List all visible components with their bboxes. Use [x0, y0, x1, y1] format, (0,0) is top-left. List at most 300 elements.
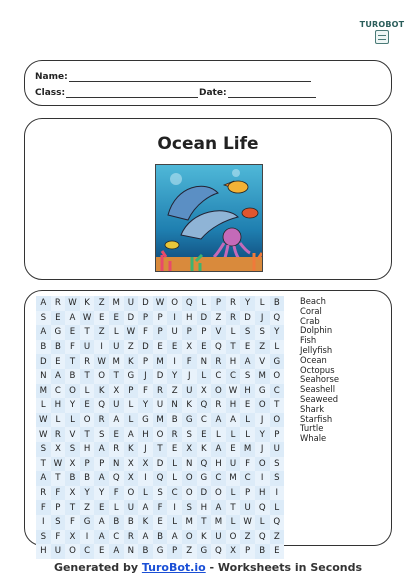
grid-cell[interactable]: E [270, 544, 285, 559]
grid-cell[interactable]: X [138, 457, 153, 472]
grid-cell[interactable]: Z [94, 325, 109, 340]
grid-cell[interactable]: R [51, 296, 66, 311]
grid-cell[interactable]: M [109, 354, 124, 369]
grid-cell[interactable]: M [226, 471, 241, 486]
grid-cell[interactable]: T [51, 471, 66, 486]
grid-cell[interactable]: A [36, 325, 51, 340]
date-field[interactable] [199, 88, 316, 98]
grid-cell[interactable]: H [197, 500, 212, 515]
grid-cell[interactable]: O [211, 486, 226, 501]
grid-cell[interactable]: K [138, 515, 153, 530]
grid-cell[interactable]: W [94, 354, 109, 369]
grid-cell[interactable]: P [138, 311, 153, 326]
grid-cell[interactable]: S [182, 427, 197, 442]
grid-cell[interactable]: B [65, 369, 80, 384]
grid-cell[interactable]: W [65, 296, 80, 311]
grid-cell[interactable]: L [197, 369, 212, 384]
grid-cell[interactable]: E [167, 340, 182, 355]
grid-cell[interactable]: I [167, 311, 182, 326]
grid-cell[interactable]: L [138, 486, 153, 501]
grid-cell[interactable]: R [80, 354, 95, 369]
grid-cell[interactable]: E [51, 311, 66, 326]
grid-cell[interactable]: C [167, 486, 182, 501]
grid-cell[interactable]: R [109, 442, 124, 457]
grid-cell[interactable]: U [51, 544, 66, 559]
grid-cell[interactable]: F [240, 457, 255, 472]
grid-cell[interactable]: O [255, 398, 270, 413]
grid-cell[interactable]: R [36, 486, 51, 501]
grid-cell[interactable]: C [51, 384, 66, 399]
grid-cell[interactable]: A [51, 369, 66, 384]
grid-cell[interactable]: Y [138, 398, 153, 413]
grid-cell[interactable]: S [182, 500, 197, 515]
grid-cell[interactable]: A [36, 296, 51, 311]
grid-cell[interactable]: E [197, 427, 212, 442]
grid-cell[interactable]: O [182, 486, 197, 501]
grid-cell[interactable]: K [80, 296, 95, 311]
grid-cell[interactable]: O [80, 413, 95, 428]
grid-cell[interactable]: O [65, 544, 80, 559]
grid-cell[interactable]: J [255, 311, 270, 326]
grid-cell[interactable]: H [226, 354, 241, 369]
grid-cell[interactable]: A [211, 413, 226, 428]
grid-cell[interactable]: I [94, 340, 109, 355]
grid-cell[interactable]: J [138, 442, 153, 457]
grid-cell[interactable]: G [138, 413, 153, 428]
grid-cell[interactable]: B [36, 340, 51, 355]
grid-cell[interactable]: L [109, 500, 124, 515]
grid-cell[interactable]: P [94, 457, 109, 472]
grid-cell[interactable]: I [138, 471, 153, 486]
grid-cell[interactable]: E [109, 311, 124, 326]
grid-cell[interactable]: P [211, 296, 226, 311]
grid-cell[interactable]: B [167, 413, 182, 428]
grid-cell[interactable]: T [65, 354, 80, 369]
grid-cell[interactable]: L [65, 413, 80, 428]
grid-cell[interactable]: Z [80, 500, 95, 515]
grid-cell[interactable]: F [51, 486, 66, 501]
grid-cell[interactable]: T [270, 398, 285, 413]
grid-cell[interactable]: W [226, 384, 241, 399]
grid-cell[interactable]: D [138, 340, 153, 355]
grid-cell[interactable]: A [94, 471, 109, 486]
grid-cell[interactable]: B [51, 340, 66, 355]
grid-cell[interactable]: W [36, 427, 51, 442]
grid-cell[interactable]: D [197, 311, 212, 326]
grid-cell[interactable]: P [240, 486, 255, 501]
grid-cell[interactable]: X [109, 384, 124, 399]
grid-cell[interactable]: W [240, 515, 255, 530]
grid-cell[interactable]: S [255, 325, 270, 340]
grid-cell[interactable]: E [94, 500, 109, 515]
grid-cell[interactable]: C [80, 544, 95, 559]
grid-cell[interactable]: P [182, 325, 197, 340]
grid-cell[interactable]: A [124, 427, 139, 442]
grid-cell[interactable]: Z [211, 311, 226, 326]
grid-cell[interactable]: N [182, 457, 197, 472]
grid-cell[interactable]: A [211, 500, 226, 515]
grid-cell[interactable]: Z [124, 340, 139, 355]
grid-cell[interactable]: N [36, 369, 51, 384]
grid-cell[interactable]: O [255, 457, 270, 472]
grid-cell[interactable]: J [182, 369, 197, 384]
class-field[interactable] [35, 88, 198, 98]
grid-cell[interactable]: C [197, 413, 212, 428]
grid-cell[interactable]: F [153, 500, 168, 515]
grid-cell[interactable]: A [109, 544, 124, 559]
grid-cell[interactable]: G [80, 515, 95, 530]
grid-cell[interactable]: F [138, 384, 153, 399]
grid-cell[interactable]: E [240, 340, 255, 355]
grid-cell[interactable]: X [51, 442, 66, 457]
grid-cell[interactable]: L [240, 413, 255, 428]
grid-cell[interactable]: B [124, 515, 139, 530]
grid-cell[interactable]: B [255, 544, 270, 559]
grid-cell[interactable]: A [167, 530, 182, 545]
grid-cell[interactable]: D [124, 311, 139, 326]
grid-cell[interactable]: Q [255, 500, 270, 515]
grid-cell[interactable]: O [182, 471, 197, 486]
grid-cell[interactable]: P [167, 544, 182, 559]
grid-cell[interactable]: W [36, 413, 51, 428]
grid-cell[interactable]: X [65, 486, 80, 501]
grid-cell[interactable]: P [124, 384, 139, 399]
grid-cell[interactable]: L [226, 325, 241, 340]
grid-cell[interactable]: J [255, 413, 270, 428]
grid-cell[interactable]: S [270, 457, 285, 472]
grid-cell[interactable]: T [80, 369, 95, 384]
grid-cell[interactable]: S [270, 471, 285, 486]
grid-cell[interactable]: L [197, 296, 212, 311]
grid-cell[interactable]: X [65, 530, 80, 545]
grid-cell[interactable]: C [226, 369, 241, 384]
grid-cell[interactable]: U [80, 340, 95, 355]
grid-cell[interactable]: U [226, 457, 241, 472]
grid-cell[interactable]: S [36, 442, 51, 457]
grid-cell[interactable]: T [80, 325, 95, 340]
grid-cell[interactable]: L [211, 427, 226, 442]
grid-cell[interactable]: A [65, 311, 80, 326]
grid-cell[interactable]: Q [182, 296, 197, 311]
grid-cell[interactable]: O [124, 486, 139, 501]
grid-cell[interactable]: F [182, 354, 197, 369]
grid-cell[interactable]: S [36, 530, 51, 545]
grid-cell[interactable]: H [226, 398, 241, 413]
grid-cell[interactable]: D [36, 354, 51, 369]
grid-cell[interactable]: F [65, 340, 80, 355]
grid-cell[interactable]: P [240, 544, 255, 559]
grid-cell[interactable]: L [80, 384, 95, 399]
grid-cell[interactable]: C [240, 471, 255, 486]
grid-cell[interactable]: E [167, 442, 182, 457]
grid-cell[interactable]: H [240, 384, 255, 399]
grid-cell[interactable]: A [211, 442, 226, 457]
grid-cell[interactable]: G [197, 544, 212, 559]
grid-cell[interactable]: F [109, 486, 124, 501]
grid-cell[interactable]: X [124, 471, 139, 486]
grid-cell[interactable]: H [211, 457, 226, 472]
grid-cell[interactable]: F [65, 515, 80, 530]
grid-cell[interactable]: E [51, 354, 66, 369]
grid-cell[interactable]: A [138, 530, 153, 545]
grid-cell[interactable]: H [182, 311, 197, 326]
grid-cell[interactable]: Z [182, 544, 197, 559]
grid-cell[interactable]: B [80, 471, 95, 486]
grid-cell[interactable]: E [109, 427, 124, 442]
grid-cell[interactable]: H [255, 486, 270, 501]
grid-cell[interactable]: I [167, 500, 182, 515]
grid-cell[interactable]: O [270, 413, 285, 428]
grid-cell[interactable]: Q [211, 544, 226, 559]
grid-cell[interactable]: Z [270, 530, 285, 545]
grid-cell[interactable]: E [153, 515, 168, 530]
grid-cell[interactable]: Y [270, 325, 285, 340]
grid-cell[interactable]: C [109, 530, 124, 545]
grid-cell[interactable]: Q [109, 471, 124, 486]
grid-cell[interactable]: G [182, 413, 197, 428]
grid-cell[interactable]: A [138, 500, 153, 515]
grid-cell[interactable]: E [197, 340, 212, 355]
grid-cell[interactable]: O [182, 530, 197, 545]
grid-cell[interactable]: S [240, 325, 255, 340]
grid-cell[interactable]: R [94, 413, 109, 428]
grid-cell[interactable]: W [80, 311, 95, 326]
grid-cell[interactable]: O [94, 369, 109, 384]
grid-cell[interactable]: E [226, 442, 241, 457]
grid-cell[interactable]: N [167, 398, 182, 413]
grid-cell[interactable]: M [109, 296, 124, 311]
grid-cell[interactable]: X [226, 544, 241, 559]
grid-cell[interactable]: P [138, 354, 153, 369]
grid-cell[interactable]: E [94, 311, 109, 326]
grid-cell[interactable]: P [270, 427, 285, 442]
grid-cell[interactable]: F [138, 325, 153, 340]
grid-cell[interactable]: V [255, 354, 270, 369]
grid-cell[interactable]: R [226, 311, 241, 326]
grid-cell[interactable]: T [65, 500, 80, 515]
grid-cell[interactable]: R [167, 427, 182, 442]
grid-cell[interactable]: H [138, 427, 153, 442]
grid-cell[interactable]: U [124, 296, 139, 311]
grid-cell[interactable]: N [124, 544, 139, 559]
grid-cell[interactable]: O [153, 427, 168, 442]
grid-cell[interactable]: R [124, 530, 139, 545]
grid-cell[interactable]: L [255, 296, 270, 311]
grid-cell[interactable]: W [153, 296, 168, 311]
grid-cell[interactable]: R [211, 398, 226, 413]
grid-cell[interactable]: Q [270, 515, 285, 530]
grid-cell[interactable]: E [80, 398, 95, 413]
grid-cell[interactable]: K [124, 442, 139, 457]
grid-cell[interactable]: M [211, 515, 226, 530]
grid-cell[interactable]: L [36, 398, 51, 413]
grid-cell[interactable]: T [109, 369, 124, 384]
grid-cell[interactable]: O [65, 384, 80, 399]
grid-cell[interactable]: L [124, 413, 139, 428]
grid-cell[interactable]: K [182, 398, 197, 413]
grid-cell[interactable]: C [211, 369, 226, 384]
grid-cell[interactable]: I [167, 354, 182, 369]
grid-cell[interactable]: X [65, 457, 80, 472]
grid-cell[interactable]: B [270, 296, 285, 311]
grid-cell[interactable]: Y [255, 427, 270, 442]
grid-cell[interactable]: R [51, 427, 66, 442]
grid-cell[interactable]: H [36, 544, 51, 559]
grid-cell[interactable]: A [109, 413, 124, 428]
grid-cell[interactable]: Q [153, 471, 168, 486]
grid-cell[interactable]: P [153, 311, 168, 326]
grid-cell[interactable]: D [153, 369, 168, 384]
grid-cell[interactable]: E [94, 544, 109, 559]
grid-cell[interactable]: M [153, 413, 168, 428]
grid-cell[interactable]: W [124, 325, 139, 340]
grid-cell[interactable]: F [51, 530, 66, 545]
grid-cell[interactable]: S [94, 427, 109, 442]
grid-cell[interactable]: E [240, 398, 255, 413]
grid-cell[interactable]: X [124, 457, 139, 472]
grid-cell[interactable]: S [65, 442, 80, 457]
turobot-link[interactable]: TuroBot.io [141, 561, 206, 574]
grid-cell[interactable]: K [197, 442, 212, 457]
grid-cell[interactable]: R [153, 384, 168, 399]
grid-cell[interactable]: Z [255, 340, 270, 355]
grid-cell[interactable]: N [109, 457, 124, 472]
grid-cell[interactable]: C [211, 471, 226, 486]
grid-cell[interactable]: Q [270, 311, 285, 326]
grid-cell[interactable]: I [80, 530, 95, 545]
grid-cell[interactable]: T [197, 515, 212, 530]
grid-cell[interactable]: Y [65, 398, 80, 413]
grid-cell[interactable]: K [94, 384, 109, 399]
grid-cell[interactable]: K [197, 530, 212, 545]
grid-cell[interactable]: Z [240, 530, 255, 545]
grid-cell[interactable]: U [109, 398, 124, 413]
grid-cell[interactable]: U [124, 500, 139, 515]
grid-cell[interactable]: D [240, 311, 255, 326]
grid-cell[interactable]: B [138, 544, 153, 559]
grid-cell[interactable]: Q [197, 398, 212, 413]
grid-cell[interactable]: L [109, 325, 124, 340]
grid-cell[interactable]: M [182, 515, 197, 530]
grid-cell[interactable]: V [65, 427, 80, 442]
grid-cell[interactable]: N [197, 354, 212, 369]
grid-cell[interactable]: O [211, 384, 226, 399]
grid-cell[interactable]: A [36, 471, 51, 486]
grid-cell[interactable]: L [270, 340, 285, 355]
grid-cell[interactable]: F [36, 500, 51, 515]
grid-cell[interactable]: V [211, 325, 226, 340]
grid-cell[interactable]: M [153, 354, 168, 369]
grid-cell[interactable]: G [124, 369, 139, 384]
grid-cell[interactable]: Q [197, 457, 212, 472]
grid-cell[interactable]: O [167, 296, 182, 311]
grid-cell[interactable]: P [153, 325, 168, 340]
grid-cell[interactable]: M [240, 442, 255, 457]
grid-cell[interactable]: L [124, 398, 139, 413]
grid-cell[interactable]: U [167, 325, 182, 340]
grid-cell[interactable]: U [270, 442, 285, 457]
grid-cell[interactable]: Z [94, 296, 109, 311]
grid-cell[interactable]: P [197, 325, 212, 340]
grid-cell[interactable]: G [153, 544, 168, 559]
grid-cell[interactable]: L [167, 515, 182, 530]
grid-cell[interactable]: U [153, 398, 168, 413]
grid-cell[interactable]: T [226, 500, 241, 515]
grid-cell[interactable]: Y [240, 296, 255, 311]
grid-cell[interactable]: H [51, 398, 66, 413]
grid-cell[interactable]: B [65, 471, 80, 486]
grid-cell[interactable]: M [255, 369, 270, 384]
grid-cell[interactable]: L [226, 427, 241, 442]
grid-cell[interactable]: L [255, 515, 270, 530]
grid-cell[interactable]: O [226, 530, 241, 545]
grid-cell[interactable]: D [153, 457, 168, 472]
grid-cell[interactable]: X [182, 340, 197, 355]
grid-cell[interactable]: P [80, 457, 95, 472]
grid-cell[interactable]: U [182, 384, 197, 399]
grid-cell[interactable]: Q [94, 398, 109, 413]
grid-cell[interactable]: L [226, 515, 241, 530]
grid-cell[interactable]: B [153, 530, 168, 545]
grid-cell[interactable]: L [226, 486, 241, 501]
grid-cell[interactable]: P [51, 500, 66, 515]
grid-cell[interactable]: X [182, 442, 197, 457]
grid-cell[interactable]: T [80, 427, 95, 442]
grid-cell[interactable]: D [138, 296, 153, 311]
grid-cell[interactable]: B [109, 515, 124, 530]
grid-cell[interactable]: U [240, 500, 255, 515]
grid-cell[interactable]: M [36, 384, 51, 399]
grid-cell[interactable]: S [36, 311, 51, 326]
grid-cell[interactable]: Y [80, 486, 95, 501]
grid-cell[interactable]: Q [255, 530, 270, 545]
grid-cell[interactable]: T [153, 442, 168, 457]
grid-cell[interactable]: I [255, 471, 270, 486]
grid-cell[interactable]: L [240, 427, 255, 442]
grid-cell[interactable]: L [167, 471, 182, 486]
name-field[interactable] [35, 72, 311, 82]
grid-cell[interactable]: J [138, 369, 153, 384]
grid-cell[interactable]: L [270, 500, 285, 515]
grid-cell[interactable]: R [211, 354, 226, 369]
grid-cell[interactable]: C [270, 384, 285, 399]
grid-cell[interactable]: R [226, 296, 241, 311]
grid-cell[interactable]: S [240, 369, 255, 384]
grid-cell[interactable]: W [51, 457, 66, 472]
grid-cell[interactable]: A [94, 442, 109, 457]
grid-cell[interactable]: O [270, 369, 285, 384]
grid-cell[interactable]: K [124, 354, 139, 369]
grid-cell[interactable]: Q [211, 340, 226, 355]
grid-cell[interactable]: Y [94, 486, 109, 501]
grid-cell[interactable]: Y [167, 369, 182, 384]
grid-cell[interactable]: Z [167, 384, 182, 399]
grid-cell[interactable]: G [51, 325, 66, 340]
grid-cell[interactable]: A [240, 354, 255, 369]
grid-cell[interactable]: I [270, 486, 285, 501]
grid-cell[interactable]: T [226, 340, 241, 355]
grid-cell[interactable]: X [197, 384, 212, 399]
grid-cell[interactable]: S [51, 515, 66, 530]
grid-cell[interactable]: L [167, 457, 182, 472]
grid-cell[interactable]: E [65, 325, 80, 340]
grid-cell[interactable]: A [94, 530, 109, 545]
grid-cell[interactable]: D [197, 486, 212, 501]
grid-cell[interactable]: I [36, 515, 51, 530]
grid-cell[interactable]: U [109, 340, 124, 355]
grid-cell[interactable]: G [270, 354, 285, 369]
grid-cell[interactable]: S [153, 486, 168, 501]
